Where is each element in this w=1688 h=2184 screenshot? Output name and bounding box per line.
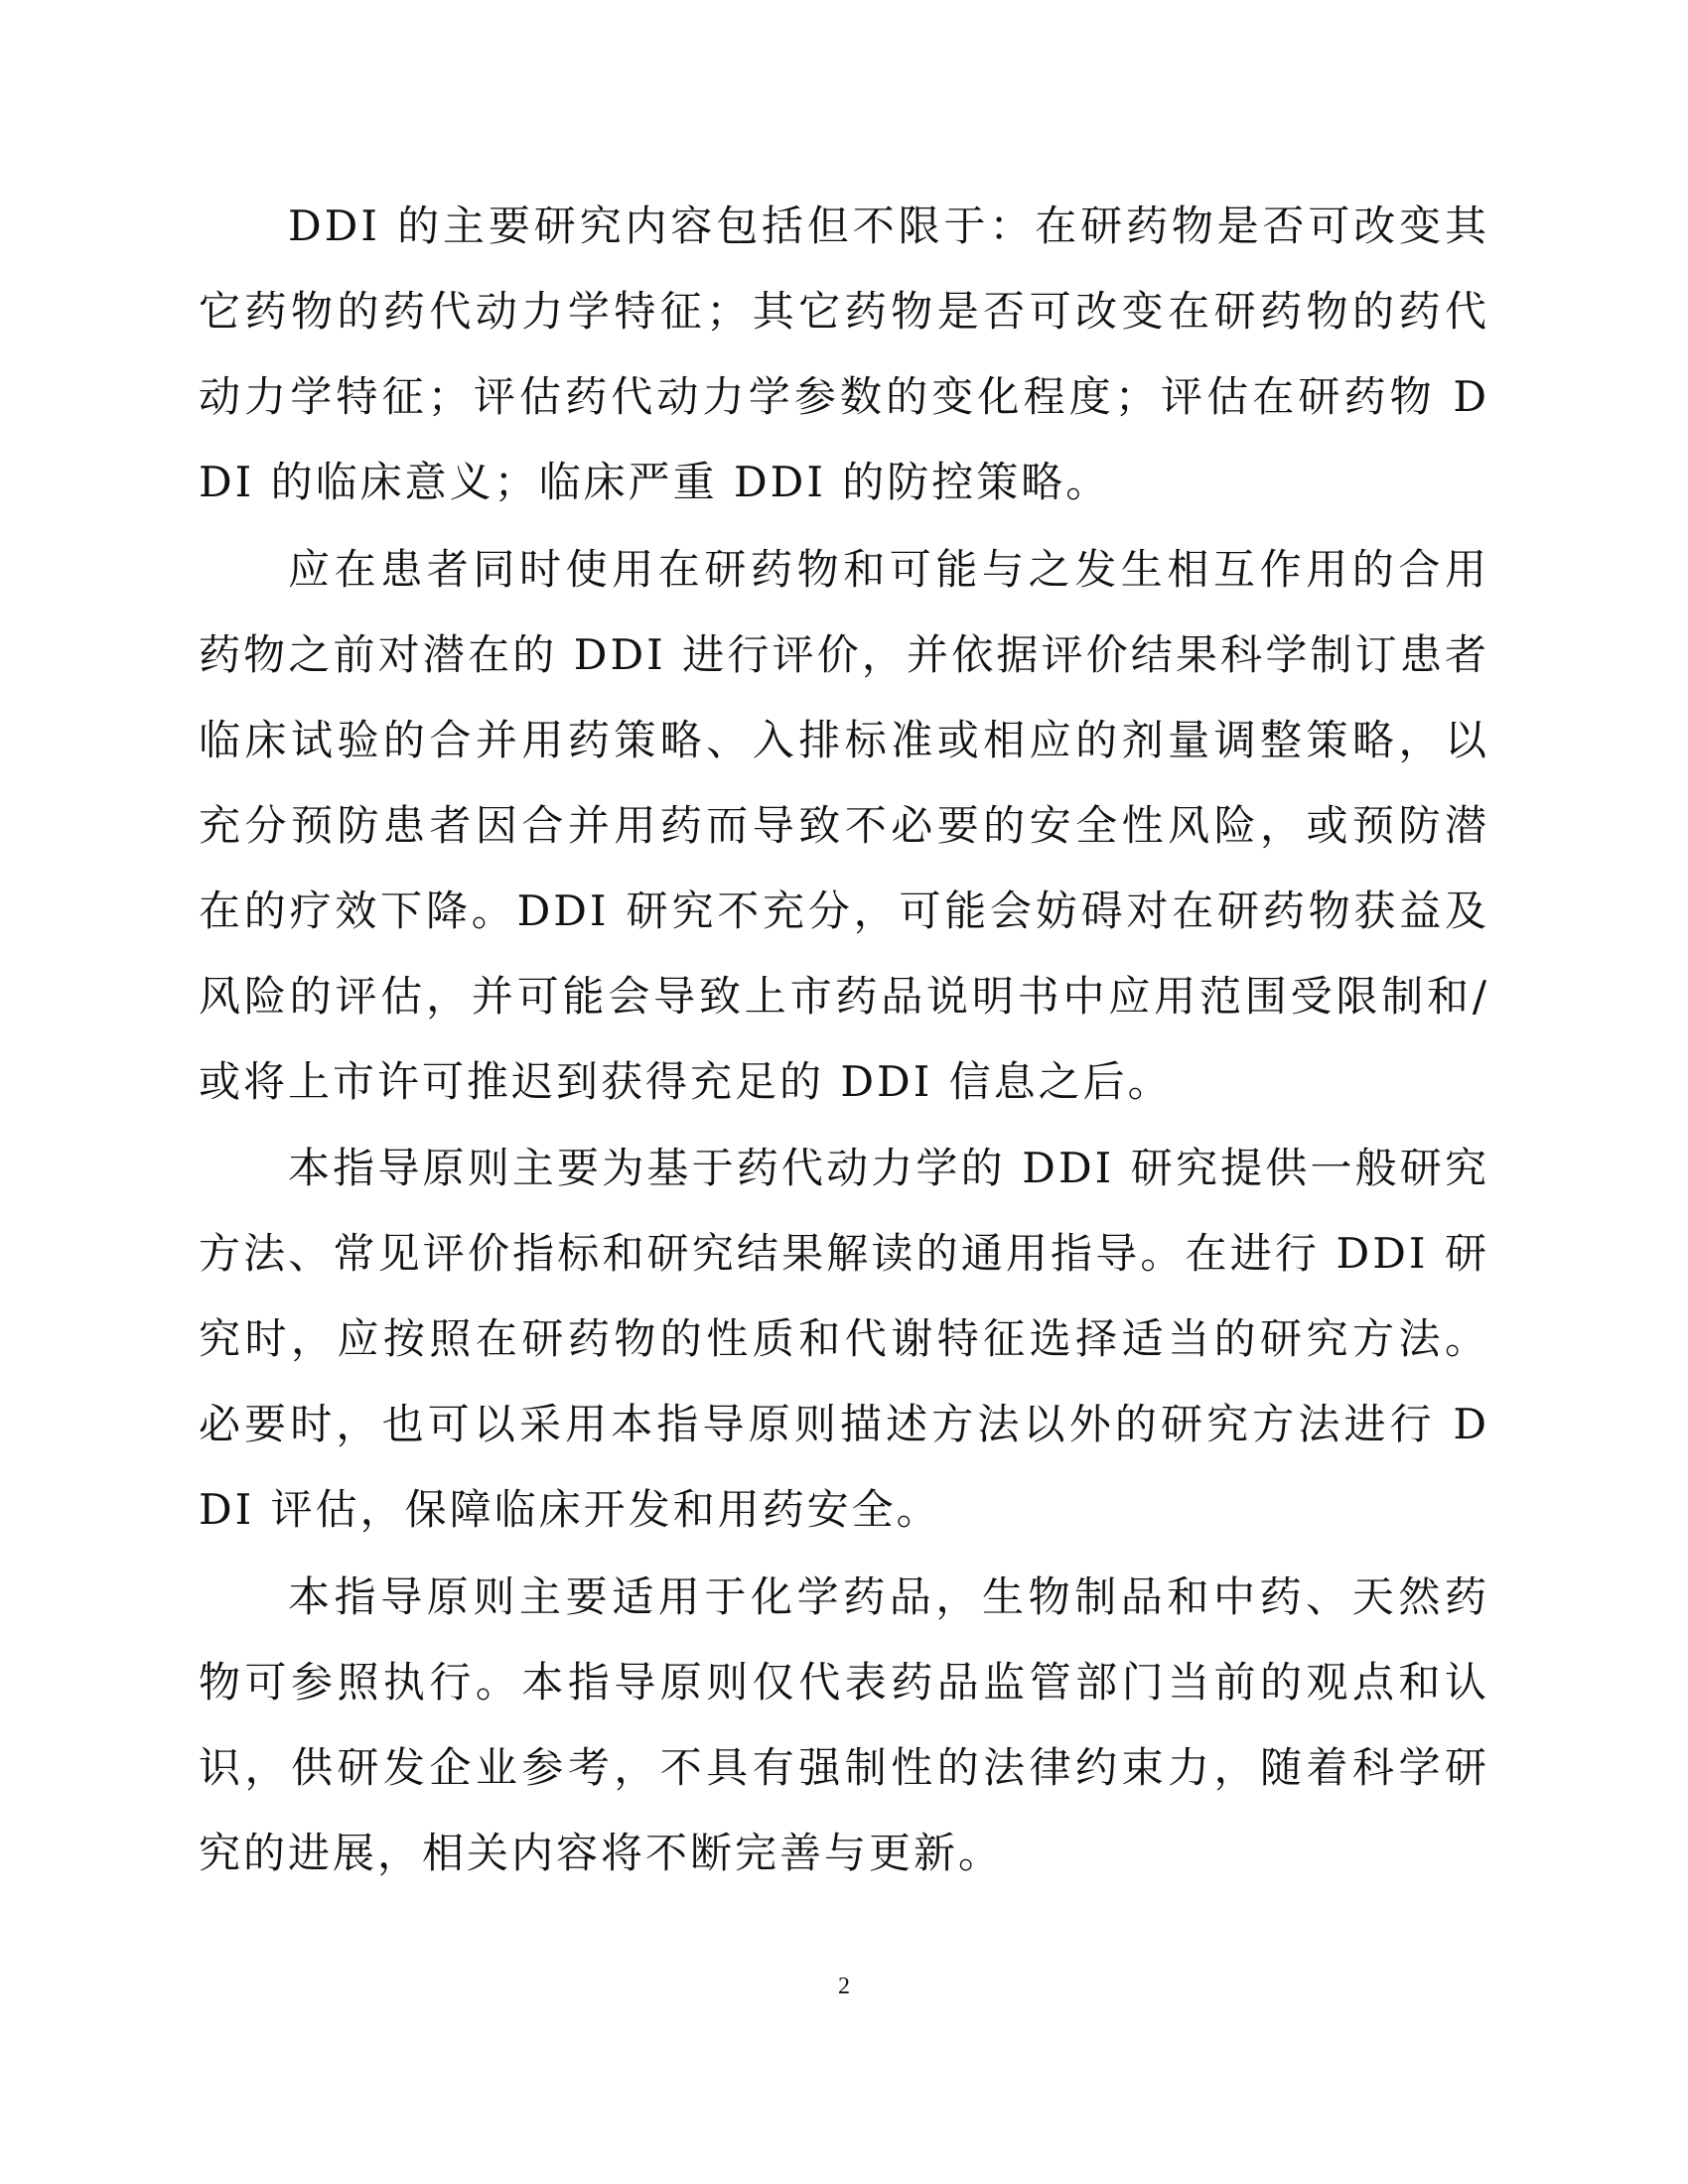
paragraph-ddi-research-content: DDI 的主要研究内容包括但不限于：在研药物是否可改变其它药物的药代动力学特征；其它药物是否可改变在研药物的药代动力学特征；评估药代动力学参数的变化程度；评估在研药物 DDI 的临床意义；临床严重 DDI 的防控策略。 (199, 202, 1489, 506)
paragraph-guideline-scope: 本指导原则主要适用于化学药品，生物制品和中药、天然药物可参照执行。本指导原则仅代表药品监管部门当前的观点和认识，供研发企业参考，不具有强制性的法律约束力，随着科学研究的进展，相关内容将不断完善与更新。 (199, 1571, 1489, 1877)
paragraph-guideline-purpose: 本指导原则主要为基于药代动力学的 DDI 研究提供一般研究方法、常见评价指标和研究结果解读的通用指导。在进行 DDI 研究时，应按照在研药物的性质和代谢特征选择适当的研究方法。必要时，也可以采用本指导原则描述方法以外的研究方法进行 DDI 评估，保障临床开发和用药安全。 (199, 1144, 1489, 1534)
paragraph-ddi-evaluation-timing: 应在患者同时使用在研药物和可能与之发生相互作用的合用药物之前对潜在的 DDI 进行评价，并依据评价结果科学制订患者临床试验的合并用药策略、入排标准或相应的剂量调整策略，以充分预防患者因合并用药而导致不必要的安全性风险，或预防潜在的疗效下降。DDI 研究不充分，可能会妨碍对在研药物获益及风险的评估，并可能会导致上市药品说明书中应用范围受限制和/或将上市许可推迟到获得充足的 DDI 信息之后。 (199, 544, 1489, 1106)
page-number: 2 (838, 1974, 850, 1999)
document-body (199, 184, 1489, 1897)
